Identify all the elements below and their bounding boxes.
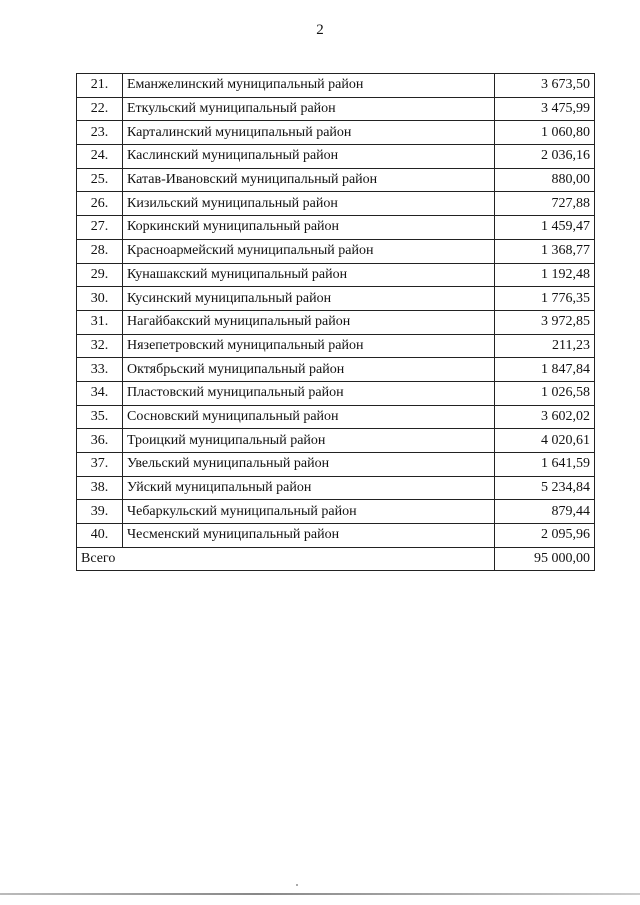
table-row: [77, 453, 595, 477]
row-number: 23.: [77, 121, 123, 145]
amount: 4 020,61: [495, 429, 595, 453]
district-name: Октябрьский муниципальный район: [123, 358, 495, 382]
amount: 3 602,02: [495, 405, 595, 429]
district-name: Троицкий муниципальный район: [123, 429, 495, 453]
district-name: Карталинский муниципальный район: [123, 121, 495, 145]
table-row: [77, 358, 595, 382]
row-number: 30.: [77, 287, 123, 311]
row-number: 32.: [77, 334, 123, 358]
district-name: Нязепетровский муниципальный район: [123, 334, 495, 358]
amount: 1 368,77: [495, 239, 595, 263]
scan-speck: [296, 884, 298, 886]
row-number: 31.: [77, 310, 123, 334]
total-amount: 95 000,00: [495, 547, 595, 571]
row-number: 34.: [77, 381, 123, 405]
scan-edge-line: [0, 893, 640, 895]
amount: 1 060,80: [495, 121, 595, 145]
table-row: [77, 500, 595, 524]
district-name: Чесменский муниципальный район: [123, 524, 495, 548]
district-name: Коркинский муниципальный район: [123, 216, 495, 240]
table-row: [77, 74, 595, 98]
allocation-table: [76, 73, 595, 571]
row-number: 22.: [77, 97, 123, 121]
table-row: [77, 429, 595, 453]
amount: 211,23: [495, 334, 595, 358]
table-row: [77, 121, 595, 145]
amount: 1 776,35: [495, 287, 595, 311]
amount: 1 459,47: [495, 216, 595, 240]
district-name: Сосновский муниципальный район: [123, 405, 495, 429]
row-number: 39.: [77, 500, 123, 524]
row-number: 40.: [77, 524, 123, 548]
table-row: [77, 381, 595, 405]
district-name: Кусинский муниципальный район: [123, 287, 495, 311]
table-row: [77, 405, 595, 429]
amount: 2 036,16: [495, 145, 595, 169]
district-name: Чебаркульский муниципальный район: [123, 500, 495, 524]
row-number: 33.: [77, 358, 123, 382]
amount: 727,88: [495, 192, 595, 216]
amount: 3 475,99: [495, 97, 595, 121]
total-label: Всего: [77, 547, 495, 571]
district-name: Еманжелинский муниципальный район: [123, 74, 495, 98]
table-row: [77, 97, 595, 121]
page-number: 2: [316, 22, 324, 38]
row-number: 25.: [77, 168, 123, 192]
table-row: [77, 310, 595, 334]
amount: 1 641,59: [495, 453, 595, 477]
table-row: [77, 145, 595, 169]
district-name: Нагайбакский муниципальный район: [123, 310, 495, 334]
district-name: Красноармейский муниципальный район: [123, 239, 495, 263]
district-name: Еткульский муниципальный район: [123, 97, 495, 121]
amount: 5 234,84: [495, 476, 595, 500]
row-number: 21.: [77, 74, 123, 98]
amount: 1 026,58: [495, 381, 595, 405]
row-number: 38.: [77, 476, 123, 500]
row-number: 36.: [77, 429, 123, 453]
table-row: [77, 524, 595, 548]
table-row: [77, 287, 595, 311]
table-row: [77, 334, 595, 358]
district-name: Пластовский муниципальный район: [123, 381, 495, 405]
row-number: 37.: [77, 453, 123, 477]
table-row: [77, 192, 595, 216]
district-name: Кизильский муниципальный район: [123, 192, 495, 216]
district-name: Каслинский муниципальный район: [123, 145, 495, 169]
amount: 879,44: [495, 500, 595, 524]
row-number: 26.: [77, 192, 123, 216]
amount: 1 192,48: [495, 263, 595, 287]
district-name: Кунашакский муниципальный район: [123, 263, 495, 287]
table-row: [77, 476, 595, 500]
amount: 880,00: [495, 168, 595, 192]
district-name: Уйский муниципальный район: [123, 476, 495, 500]
total-row: [77, 547, 595, 571]
table-row: [77, 216, 595, 240]
row-number: 27.: [77, 216, 123, 240]
row-number: 35.: [77, 405, 123, 429]
district-name: Увельский муниципальный район: [123, 453, 495, 477]
row-number: 29.: [77, 263, 123, 287]
district-name: Катав-Ивановский муниципальный район: [123, 168, 495, 192]
row-number: 24.: [77, 145, 123, 169]
amount: 2 095,96: [495, 524, 595, 548]
table-row: [77, 263, 595, 287]
table-row: [77, 239, 595, 263]
amount: 3 673,50: [495, 74, 595, 98]
amount: 1 847,84: [495, 358, 595, 382]
amount: 3 972,85: [495, 310, 595, 334]
table-row: [77, 168, 595, 192]
row-number: 28.: [77, 239, 123, 263]
